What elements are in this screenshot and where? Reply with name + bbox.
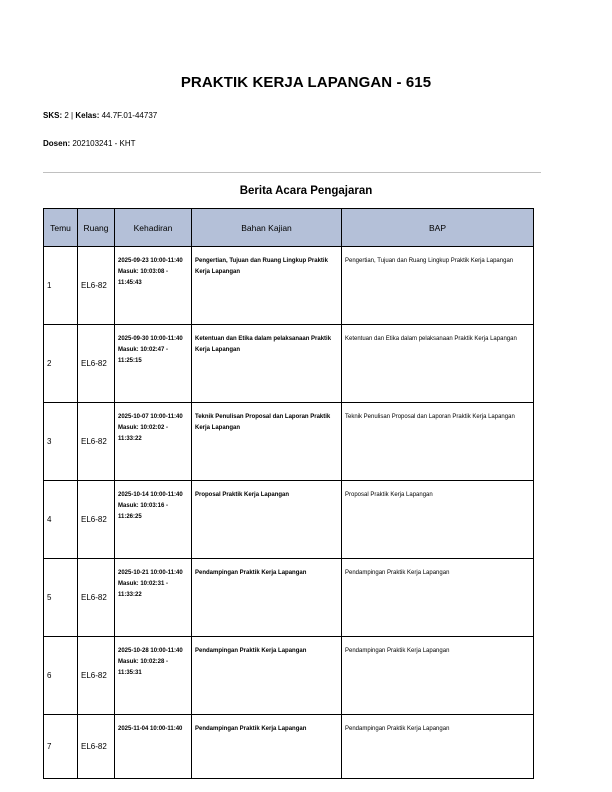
cell-bahan-kajian: Pendampingan Praktik Kerja Lapangan	[192, 715, 342, 779]
cell-ruang: EL6-82	[78, 247, 115, 325]
cell-temu: 2	[44, 325, 78, 403]
class-info	[43, 111, 157, 120]
section-title: Berita Acara Pengajaran	[239, 185, 373, 197]
cell-kehadiran: 2025-11-04 10:00-11:40	[115, 715, 192, 779]
header-kehadiran: Kehadiran	[115, 209, 192, 247]
cell-kehadiran: 2025-10-28 10:00-11:40 Masuk: 10:02:28 - 11:35:31	[115, 637, 192, 715]
cell-ruang: EL6-82	[78, 325, 115, 403]
cell-bap: Pendampingan Praktik Kerja Lapangan	[342, 715, 534, 779]
dosen-value: 202103241 - KHT	[72, 139, 136, 148]
cell-kehadiran: 2025-10-21 10:00-11:40 Masuk: 10:02:31 - 11:33:22	[115, 559, 192, 637]
cell-ruang: EL6-82	[78, 559, 115, 637]
divider	[43, 172, 541, 173]
cell-bap: Teknik Penulisan Proposal dan Laporan Praktik Kerja Lapangan	[342, 403, 534, 481]
header-ruang: Ruang	[78, 209, 115, 247]
header-bahan-kajian: Bahan Kajian	[192, 209, 342, 247]
table-row	[44, 481, 534, 559]
cell-temu: 5	[44, 559, 78, 637]
cell-ruang: EL6-82	[78, 403, 115, 481]
header-temu: Temu	[44, 209, 78, 247]
cell-bap: Proposal Praktik Kerja Lapangan	[342, 481, 534, 559]
lecturer-info	[43, 139, 136, 148]
cell-ruang: EL6-82	[78, 481, 115, 559]
cell-kehadiran: 2025-10-07 10:00-11:40 Masuk: 10:02:02 - 11:33:22	[115, 403, 192, 481]
kelas-value: 44.7F.01-44737	[101, 111, 158, 120]
cell-bap: Pengertian, Tujuan dan Ruang Lingkup Praktik Kerja Lapangan	[342, 247, 534, 325]
table-row	[44, 637, 534, 715]
cell-temu: 1	[44, 247, 78, 325]
dosen-label: Dosen:	[43, 139, 71, 148]
table-row	[44, 559, 534, 637]
cell-ruang: EL6-82	[78, 637, 115, 715]
cell-bap: Pendampingan Praktik Kerja Lapangan	[342, 559, 534, 637]
cell-kehadiran: 2025-10-14 10:00-11:40 Masuk: 10:03:16 - 11:26:25	[115, 481, 192, 559]
cell-temu: 4	[44, 481, 78, 559]
cell-bap: Pendampingan Praktik Kerja Lapangan	[342, 637, 534, 715]
cell-bahan-kajian: Proposal Praktik Kerja Lapangan	[192, 481, 342, 559]
header-bap: BAP	[342, 209, 534, 247]
table-row	[44, 247, 534, 325]
teaching-record-table	[43, 208, 534, 779]
table-row	[44, 403, 534, 481]
cell-kehadiran: 2025-09-23 10:00-11:40 Masuk: 10:03:08 - 11:45:43	[115, 247, 192, 325]
table-row	[44, 325, 534, 403]
cell-temu: 7	[44, 715, 78, 779]
cell-bahan-kajian: Pendampingan Praktik Kerja Lapangan	[192, 637, 342, 715]
cell-temu: 6	[44, 637, 78, 715]
table-row	[44, 715, 534, 779]
cell-bahan-kajian: Ketentuan dan Etika dalam pelaksanaan Praktik Kerja Lapangan	[192, 325, 342, 403]
cell-ruang: EL6-82	[78, 715, 115, 779]
cell-bahan-kajian: Teknik Penulisan Proposal dan Laporan Praktik Kerja Lapangan	[192, 403, 342, 481]
cell-bahan-kajian: Pendampingan Praktik Kerja Lapangan	[192, 559, 342, 637]
separator: |	[71, 111, 74, 120]
page-title: PRAKTIK KERJA LAPANGAN - 615	[180, 74, 432, 91]
cell-bahan-kajian: Pengertian, Tujuan dan Ruang Lingkup Praktik Kerja Lapangan	[192, 247, 342, 325]
table-header-row	[44, 209, 534, 247]
cell-kehadiran: 2025-09-30 10:00-11:40 Masuk: 10:02:47 - 11:25:15	[115, 325, 192, 403]
sks-label: SKS:	[43, 111, 63, 120]
cell-temu: 3	[44, 403, 78, 481]
cell-bap: Ketentuan dan Etika dalam pelaksanaan Praktik Kerja Lapangan	[342, 325, 534, 403]
kelas-label: Kelas:	[75, 111, 100, 120]
sks-value: 2	[64, 111, 69, 120]
